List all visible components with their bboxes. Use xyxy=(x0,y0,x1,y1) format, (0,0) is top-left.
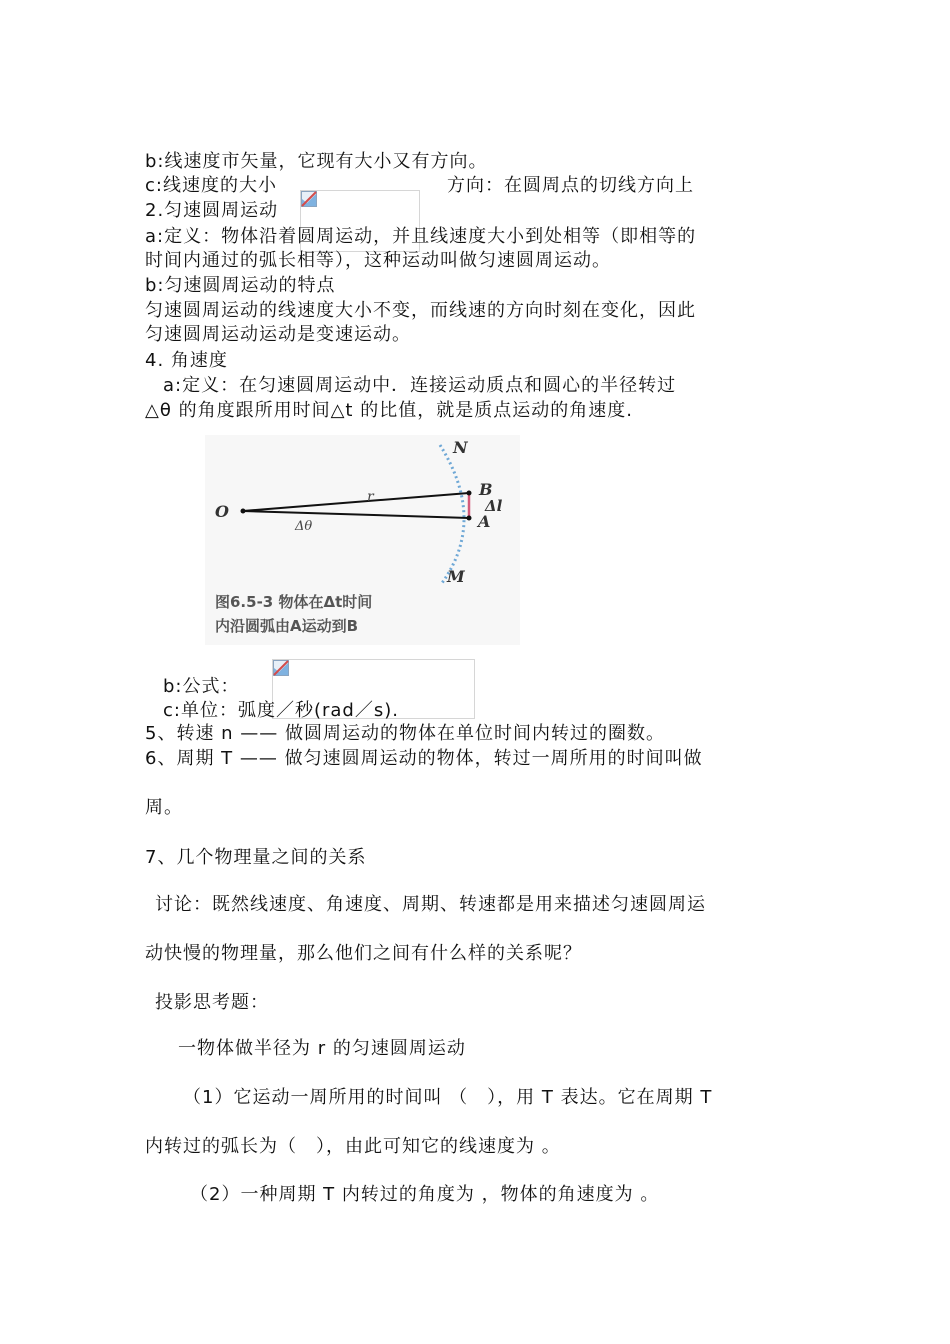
label-a: A xyxy=(478,512,491,531)
text-line: △θ 的角度跟所用时间△t 的比值，就是质点运动的角速度. xyxy=(145,400,633,421)
text-line: 5、转速 n —— 做圆周运动的物体在单位时间内转过的圈数。 xyxy=(145,723,666,744)
text-line: c:单位：弧度／秒(rad／s). xyxy=(163,700,399,721)
text-line: b:匀速圆周运动的特点 xyxy=(145,275,336,296)
section-heading: 7、几个物理量之间的关系 xyxy=(145,847,367,868)
text-line: 时间内通过的弧长相等），这种运动叫做匀速圆周运动。 xyxy=(145,250,611,271)
figure-caption: 内沿圆弧由A运动到B xyxy=(215,617,359,635)
center-point xyxy=(241,509,246,514)
point-b xyxy=(467,491,472,496)
text-line: 6、周期 T —— 做匀速圆周运动的物体，转过一周所用的时间叫做 xyxy=(145,748,703,769)
text-line: 讨论：既然线速度、角速度、周期、转速都是用来描述匀速圆周运 xyxy=(155,894,706,915)
label-n: N xyxy=(453,438,468,457)
label-dl: Δl xyxy=(485,497,503,515)
text-line: 动快慢的物理量，那么他们之间有什么样的关系呢？ xyxy=(145,943,582,964)
broken-image-icon xyxy=(273,660,289,676)
text-line: 一物体做半径为 r 的匀速圆周运动 xyxy=(178,1038,466,1059)
text-line: 周。 xyxy=(145,797,183,818)
figure-caption: 图6.5-3 物体在Δt时间 xyxy=(215,593,373,611)
angular-velocity-diagram xyxy=(205,435,520,645)
text-line: （1）它运动一周所用的时间叫 （ ），用 T 表达。它在周期 T xyxy=(183,1087,713,1108)
text-line: （2）一种周期 T 内转过的角度为 ，物体的角速度为 。 xyxy=(190,1184,660,1205)
label-b: B xyxy=(479,480,493,499)
point-a xyxy=(467,516,472,521)
label-m: M xyxy=(447,567,465,586)
text-line: a:定义：在匀速圆周运动中．连接运动质点和圆心的半径转过 xyxy=(163,375,677,396)
section-heading: 4. 角速度 xyxy=(145,350,228,371)
broken-image-icon xyxy=(301,191,317,207)
text-line: c:线速度的大小 xyxy=(145,175,277,196)
text-line: 匀速圆周运动的线速度大小不变，而线速的方向时刻在变化，因此 xyxy=(145,300,696,321)
text-line: b:线速度市矢量，它现有大小又有方向。 xyxy=(145,151,488,172)
text-line: 方向：在圆周点的切线方向上 xyxy=(447,175,694,196)
text-line: 投影思考题： xyxy=(155,992,269,1013)
section-heading: 2.匀速圆周运动 xyxy=(145,200,279,221)
label-o: O xyxy=(215,502,229,521)
label-dtheta: Δθ xyxy=(295,519,313,534)
label-r: r xyxy=(367,489,374,505)
text-line: b:公式： xyxy=(163,676,240,697)
text-line: 匀速圆周运动运动是变速运动。 xyxy=(145,324,411,345)
text-line: a:定义：物体沿着圆周运动，并且线速度大小到处相等（即相等的 xyxy=(145,226,697,247)
text-line: 内转过的弧长为（ ），由此可知它的线速度为 。 xyxy=(145,1136,561,1157)
